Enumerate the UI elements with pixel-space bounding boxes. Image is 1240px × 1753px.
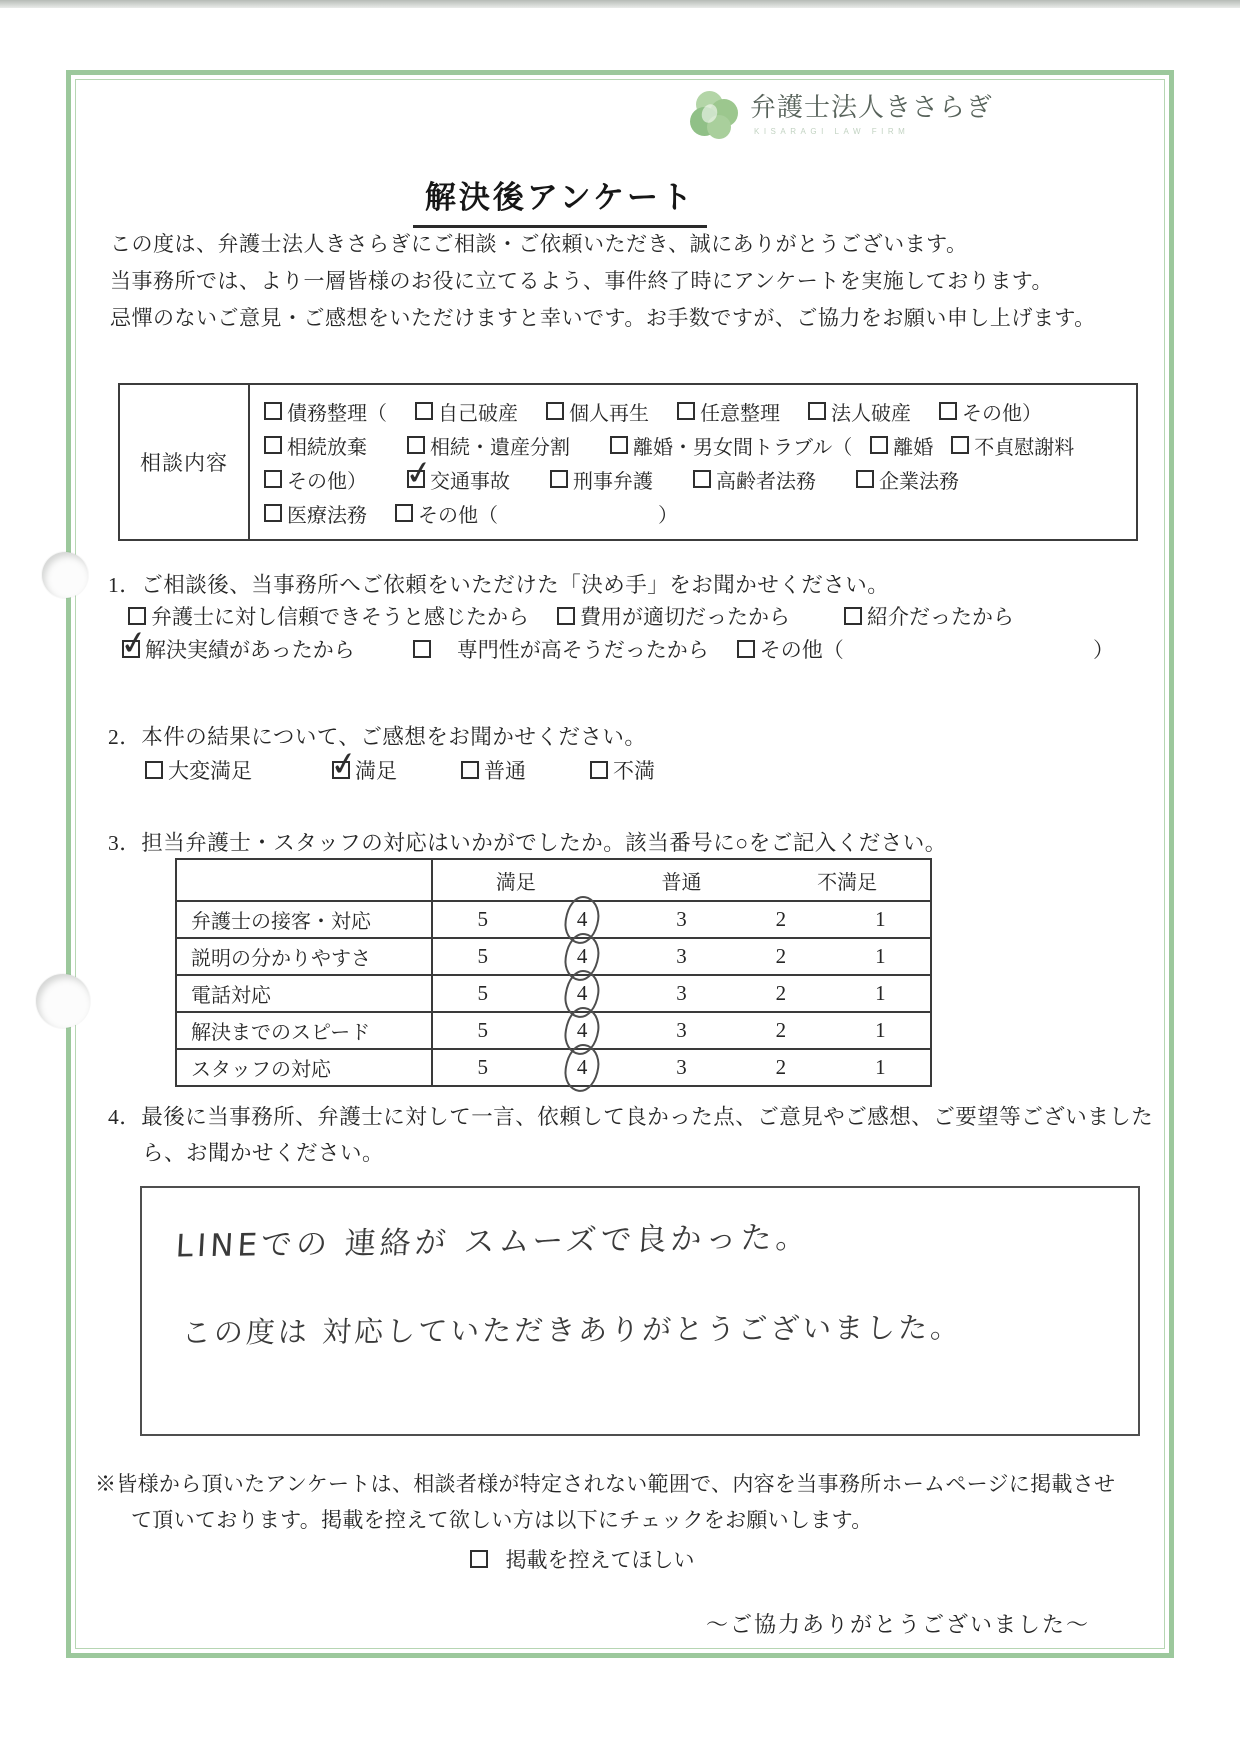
rating-value: 3 bbox=[676, 981, 687, 1005]
intro-paragraph bbox=[110, 226, 1096, 337]
option-label: 任意整理 bbox=[700, 402, 780, 425]
option-label: 普通 bbox=[484, 759, 526, 783]
consultation-label: 相談内容 bbox=[120, 385, 250, 539]
rating-table bbox=[175, 858, 932, 1087]
option-label: 高齢者法務 bbox=[716, 470, 816, 493]
rating-value: 2 bbox=[775, 1018, 787, 1042]
hole-punch bbox=[36, 974, 90, 1028]
option-label: 不満 bbox=[613, 759, 655, 783]
rating-row-label: 解決までのスピード bbox=[177, 1013, 433, 1048]
option-label: 自己破産 bbox=[438, 402, 518, 425]
checkbox-icon bbox=[546, 402, 564, 420]
rating-table-header bbox=[177, 860, 930, 900]
question-3-heading: 3．担当弁護士・スタッフの対応はいかがでしたか。該当番号に○をご記入ください。 bbox=[108, 831, 947, 855]
consultation-options-line bbox=[264, 428, 1136, 462]
checkbox-option bbox=[808, 397, 911, 426]
option-label: その他） bbox=[962, 402, 1042, 425]
rating-value: 2 bbox=[775, 907, 787, 931]
option-label: 離婚・男女間トラブル（ bbox=[633, 436, 853, 459]
checkbox-icon bbox=[264, 402, 282, 420]
rating-header-blank bbox=[177, 860, 433, 900]
rating-value: 2 bbox=[775, 981, 787, 1005]
checkbox-option bbox=[145, 755, 252, 785]
checkbox-icon bbox=[413, 640, 431, 658]
checkbox-icon bbox=[264, 470, 282, 488]
checkbox-option bbox=[610, 431, 852, 460]
checkbox-icon bbox=[395, 504, 413, 522]
checkbox-option bbox=[546, 397, 649, 426]
rating-row bbox=[177, 900, 930, 937]
option-label: 相続・遺産分割 bbox=[430, 436, 570, 459]
intro-line: この度は、弁護士法人きさらぎにご相談・ご依頼いただき、誠にありがとうございます。 bbox=[110, 232, 968, 256]
checkbox-option bbox=[856, 465, 959, 494]
checkbox-option bbox=[264, 431, 367, 460]
checkbox-icon-checked bbox=[332, 761, 350, 779]
option-label: 弁護士に対し信頼できそうと感じたから bbox=[151, 605, 529, 629]
question-4-heading-line2: ら、お聞かせください。 bbox=[142, 1141, 385, 1165]
consultation-options-line bbox=[264, 462, 1136, 496]
rating-header-cell: 普通 bbox=[661, 871, 702, 894]
question-2-heading: 2．本件の結果について、ご感想をお聞かせください。 bbox=[108, 725, 647, 749]
checkbox-option bbox=[415, 397, 518, 426]
checkbox-option bbox=[332, 755, 397, 785]
handwritten-comment-line: LINEでの 連絡が スムーズで良かった。 bbox=[174, 1219, 812, 1265]
scanner-edge-artifact bbox=[0, 0, 1240, 8]
rating-row bbox=[177, 937, 930, 974]
rating-row-label: スタッフの対応 bbox=[177, 1050, 433, 1085]
intro-line: 当事務所では、より一層皆様のお役に立てるよう、事件終了時にアンケートを実施しております。 bbox=[110, 269, 1054, 293]
checkbox-option bbox=[407, 431, 570, 460]
checkbox-option bbox=[264, 397, 387, 426]
option-label: 債務整理（ bbox=[287, 402, 387, 425]
rating-row-label: 電話対応 bbox=[177, 976, 433, 1011]
rating-row bbox=[177, 974, 930, 1011]
rating-value: 4 bbox=[532, 902, 631, 937]
rating-value: 4 bbox=[532, 976, 631, 1011]
checkbox-icon bbox=[461, 761, 479, 779]
rating-value: 4 bbox=[532, 1013, 631, 1048]
option-label: その他（ ） bbox=[418, 504, 678, 527]
checkbox-option bbox=[128, 601, 529, 631]
firm-tagline: KISARAGI LAW FIRM bbox=[754, 127, 910, 136]
checkbox-option bbox=[550, 465, 653, 494]
checkbox-icon bbox=[939, 402, 957, 420]
rating-value: 1 bbox=[875, 1055, 886, 1079]
publication-note-line1: ※皆様から頂いたアンケートは、相談者様が特定されない範囲で、内容を当事務所ホームページに掲載させ bbox=[95, 1472, 1116, 1496]
checkbox-option bbox=[264, 465, 367, 494]
rating-value: 3 bbox=[676, 1018, 687, 1042]
checkbox-icon bbox=[470, 1550, 488, 1568]
checkbox-icon bbox=[264, 436, 282, 454]
firm-name: 弁護士法人きさらぎ bbox=[750, 92, 994, 122]
option-label: 専門性が高そうだったから bbox=[435, 638, 709, 662]
checkbox-option bbox=[122, 634, 355, 664]
checkbox-option bbox=[461, 755, 526, 785]
rating-header-cell: 満足 bbox=[495, 871, 536, 894]
survey-title: 解決後アンケート bbox=[413, 172, 707, 228]
checkbox-icon bbox=[951, 436, 969, 454]
clover-logo-icon bbox=[688, 90, 740, 142]
rating-header-cell: 不満足 bbox=[817, 871, 878, 894]
checkbox-option bbox=[844, 601, 1014, 631]
checkbox-icon bbox=[677, 402, 695, 420]
paren-close: ） bbox=[1093, 638, 1114, 662]
checkbox-option bbox=[677, 397, 780, 426]
handwritten-comment-line: この度は 対応していただきありがとうございました。 bbox=[181, 1310, 963, 1350]
consultation-options-line bbox=[264, 496, 1136, 530]
checkbox-icon bbox=[737, 640, 755, 658]
option-label: 紹介だったから bbox=[867, 605, 1014, 629]
option-label: 刑事弁護 bbox=[573, 470, 653, 493]
checkbox-icon bbox=[693, 470, 711, 488]
rating-value: 1 bbox=[875, 1018, 886, 1042]
rating-row-label: 説明の分かりやすさ bbox=[177, 939, 433, 974]
checkbox-option bbox=[951, 431, 1074, 460]
checkbox-option bbox=[870, 431, 933, 460]
option-label: その他（ bbox=[759, 638, 844, 662]
option-label: 不貞慰謝料 bbox=[974, 436, 1075, 459]
rating-value: 5 bbox=[477, 1018, 488, 1042]
rating-value: 3 bbox=[676, 944, 687, 968]
rating-value: 4 bbox=[532, 939, 631, 974]
rating-row-label: 弁護士の接客・対応 bbox=[177, 902, 433, 937]
rating-value: 1 bbox=[875, 981, 886, 1005]
rating-value: 3 bbox=[676, 1055, 687, 1079]
checkbox-option bbox=[395, 499, 678, 528]
consultation-type-table bbox=[118, 383, 1138, 541]
rating-value: 4 bbox=[532, 1050, 631, 1085]
checkbox-icon bbox=[557, 607, 575, 625]
consultation-options bbox=[250, 385, 1136, 539]
question-4-heading-line1: 4．最後に当事務所、弁護士に対して一言、依頼して良かった点、ご意見やご感想、ご要望等ございました bbox=[108, 1105, 1154, 1129]
option-label: 医療法務 bbox=[287, 504, 367, 527]
option-label: 法人破産 bbox=[831, 402, 911, 425]
checkbox-option bbox=[413, 634, 709, 664]
comment-box bbox=[140, 1186, 1140, 1436]
option-label: その他） bbox=[287, 470, 367, 493]
option-label: 企業法務 bbox=[879, 470, 959, 493]
hole-punch bbox=[42, 552, 88, 598]
rating-value: 2 bbox=[775, 944, 787, 968]
option-label: 個人再生 bbox=[569, 402, 649, 425]
firm-logo bbox=[688, 90, 993, 142]
rating-row bbox=[177, 1011, 930, 1048]
checkbox-icon-checked bbox=[407, 470, 425, 488]
checkbox-icon bbox=[590, 761, 608, 779]
checkbox-icon bbox=[550, 470, 568, 488]
option-label: 満足 bbox=[355, 759, 397, 783]
checkbox-icon bbox=[264, 504, 282, 522]
checkbox-icon bbox=[870, 436, 888, 454]
rating-value: 5 bbox=[477, 1055, 488, 1079]
question-1-options-line2 bbox=[122, 634, 1114, 664]
rating-value: 5 bbox=[477, 907, 488, 931]
rating-value: 2 bbox=[775, 1055, 787, 1079]
option-label: 交通事故 bbox=[430, 470, 510, 493]
rating-value: 1 bbox=[875, 944, 886, 968]
intro-line: 忌憚のないご意見・ご感想をいただけますと幸いです。お手数ですが、ご協力をお願い申し上げます。 bbox=[110, 306, 1096, 330]
checkbox-icon-checked bbox=[122, 640, 140, 658]
question-2-options bbox=[145, 755, 719, 785]
question-1-options-line1 bbox=[128, 601, 1042, 631]
checkbox-icon bbox=[145, 761, 163, 779]
rating-value: 5 bbox=[477, 981, 488, 1005]
rating-value: 1 bbox=[875, 907, 886, 931]
checkbox-icon bbox=[610, 436, 628, 454]
checkbox-option bbox=[264, 499, 367, 528]
rating-value: 5 bbox=[477, 944, 488, 968]
checkbox-icon bbox=[808, 402, 826, 420]
checkbox-option bbox=[693, 465, 816, 494]
checkbox-option bbox=[590, 755, 655, 785]
optout-label: 掲載を控えてほしい bbox=[505, 1548, 695, 1572]
question-1-heading: 1．ご相談後、当事務所へご依頼をいただけた「決め手」をお聞かせください。 bbox=[108, 573, 890, 597]
checkbox-icon bbox=[856, 470, 874, 488]
rating-row bbox=[177, 1048, 930, 1085]
checkbox-option bbox=[939, 397, 1042, 426]
consultation-options-line bbox=[264, 394, 1136, 428]
option-label: 大変満足 bbox=[168, 759, 252, 783]
publication-note-line2: て頂いております。掲載を控えて欲しい方は以下にチェックをお願いします。 bbox=[131, 1508, 873, 1532]
option-label: 解決実績があったから bbox=[145, 638, 355, 662]
option-label: 費用が適切だったから bbox=[580, 605, 790, 629]
option-label: 離婚 bbox=[893, 436, 934, 459]
checkbox-option bbox=[407, 465, 510, 494]
closing-thanks: ～ご協力ありがとうございました～ bbox=[705, 1612, 1090, 1637]
optout-checkbox-row bbox=[0, 1544, 1164, 1574]
checkbox-icon bbox=[415, 402, 433, 420]
option-label: 相続放棄 bbox=[287, 436, 367, 459]
rating-value: 3 bbox=[676, 907, 687, 931]
checkbox-icon bbox=[844, 607, 862, 625]
checkbox-option bbox=[557, 601, 790, 631]
checkbox-option bbox=[737, 634, 844, 664]
